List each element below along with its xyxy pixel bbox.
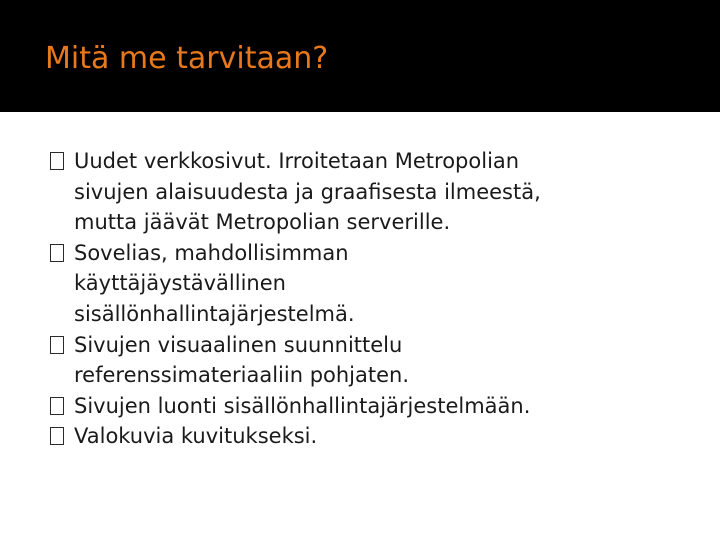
bullet-item [48, 421, 698, 452]
square-placeholder-icon [50, 427, 64, 445]
bullet-line: Sovelias, mahdollisimman [74, 240, 349, 265]
square-placeholder-icon [50, 397, 64, 415]
bullet-line: Uudet verkkosivut. Irroitetaan Metropolian [74, 149, 520, 173]
bullet-line: Sivujen visuaalinen suunnittelu [74, 332, 403, 357]
bullet-line: referenssimateriaaliin pohjaten. [74, 363, 410, 388]
bullet-line: mutta jäävät Metropolian serverille. [74, 210, 451, 235]
square-placeholder-icon [50, 244, 64, 262]
square-placeholder-icon [50, 152, 64, 170]
bullet-list [48, 146, 698, 452]
title-bar [0, 0, 720, 112]
bullet-item [48, 330, 698, 391]
bullet-line: sivujen alaisuudesta ja graafisesta ilmeestä, [74, 179, 541, 204]
bullet-item [48, 238, 698, 330]
slide-title: Mitä me tarvitaan? [45, 41, 329, 76]
bullet-item [48, 391, 698, 422]
bullet-item [48, 146, 698, 238]
bullet-line: Sivujen luonti sisällönhallintajärjestelmään. [74, 393, 531, 418]
square-placeholder-icon [50, 336, 64, 354]
bullet-line: käyttäjäystävällinen [74, 271, 286, 296]
bullet-line: sisällönhallintajärjestelmä. [74, 301, 355, 326]
bullet-line: Valokuvia kuvitukseksi. [74, 424, 318, 449]
